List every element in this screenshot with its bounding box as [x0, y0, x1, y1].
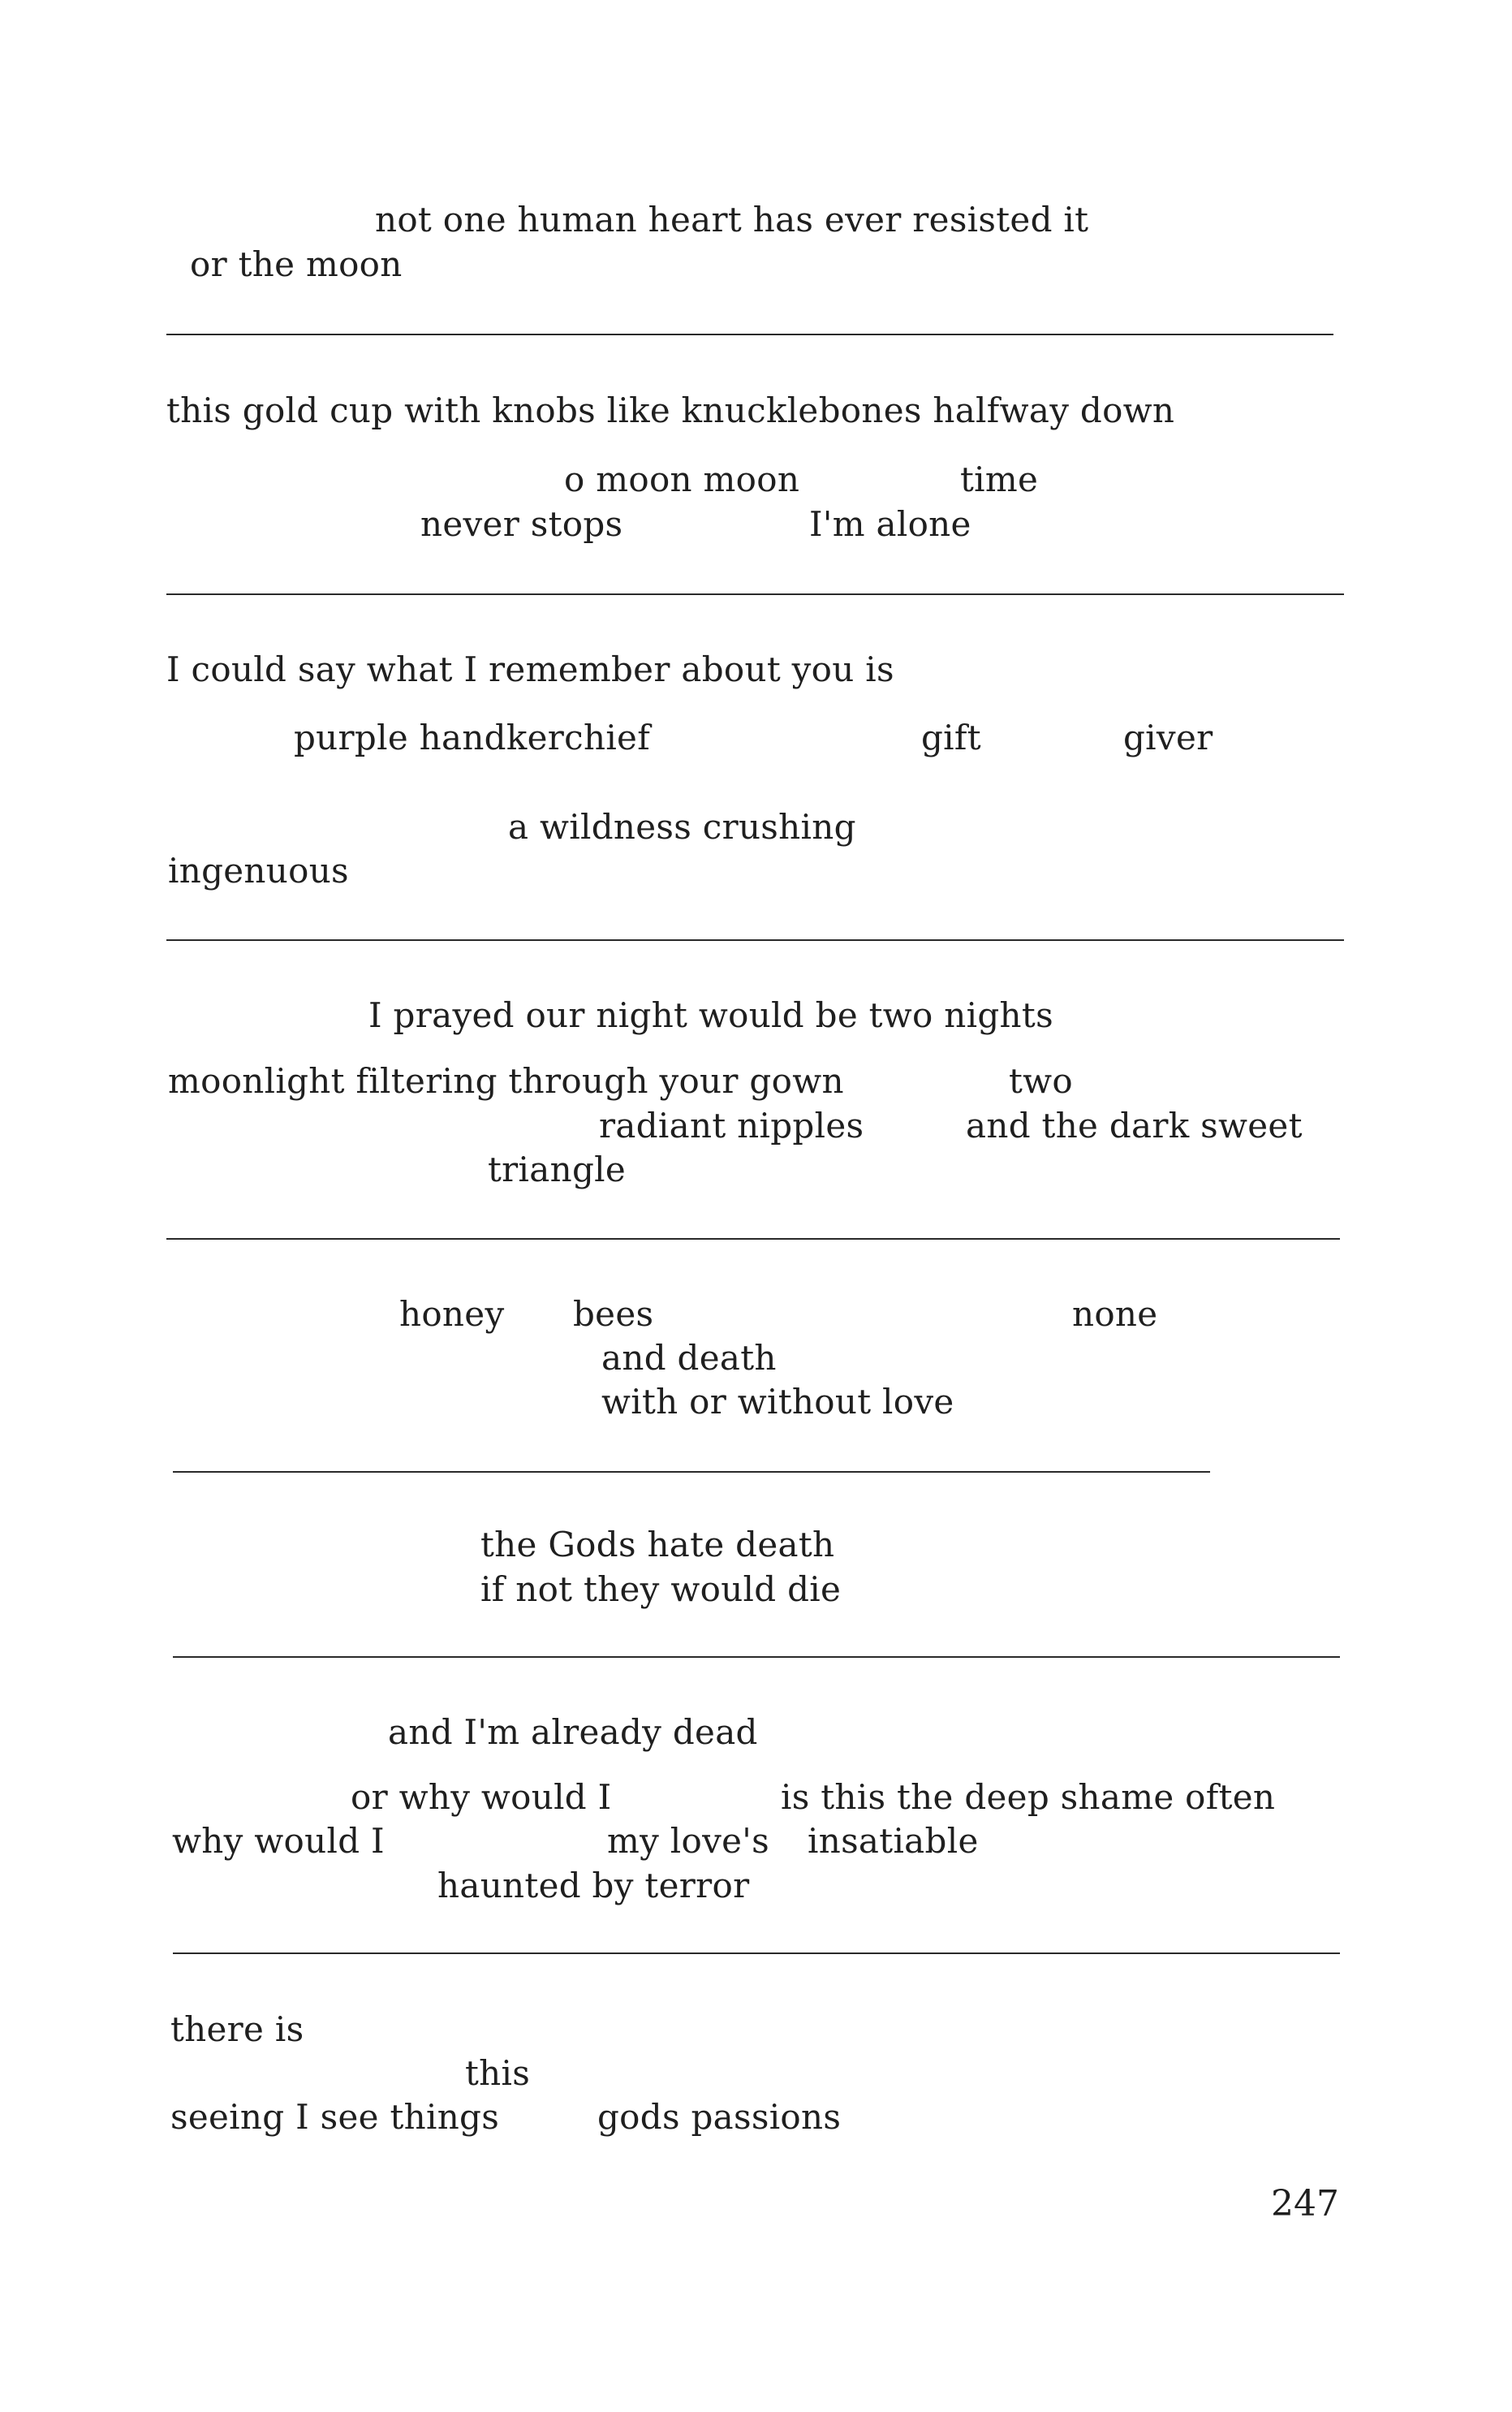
poem-line: haunted by terror	[437, 1866, 750, 1905]
section-divider	[166, 593, 1344, 595]
poem-line: and the dark sweet	[966, 1106, 1303, 1146]
poem-line: there is	[170, 2009, 304, 2049]
poem-line: not one human heart has ever resisted it	[375, 200, 1089, 239]
poem-line: gift	[921, 718, 981, 757]
poem-line: I prayed our night would be two nights	[368, 995, 1053, 1035]
poem-line: honey	[399, 1294, 505, 1334]
poem-line: with or without love	[601, 1382, 954, 1422]
poem-line: ingenuous	[168, 851, 349, 891]
poem-line: seeing I see things	[170, 2097, 500, 2137]
poem-line: gods passions	[597, 2097, 842, 2137]
poem-line: the Gods hate death	[480, 1525, 835, 1564]
section-divider	[166, 1238, 1340, 1240]
page-number: 247	[1271, 2183, 1339, 2224]
section-divider	[166, 939, 1344, 941]
poem-line: or why would I	[351, 1777, 612, 1817]
section-divider	[173, 1471, 1210, 1473]
poem-line: triangle	[488, 1150, 627, 1189]
poem-line: I could say what I remember about you is	[166, 649, 894, 689]
poem-line: I'm alone	[809, 504, 971, 544]
poem-line: my love's	[607, 1821, 770, 1861]
section-divider	[173, 1952, 1340, 1954]
poem-line: this gold cup with knobs like knucklebones halfway down	[166, 390, 1175, 430]
poem-line: why would I	[172, 1821, 385, 1861]
poem-line: a wildness crushing	[508, 807, 856, 847]
poem-line: this	[465, 2053, 531, 2093]
poem-line: or the moon	[190, 244, 403, 284]
poem-line: giver	[1123, 718, 1213, 757]
poem-line: insatiable	[808, 1821, 979, 1861]
poem-line: and death	[601, 1338, 777, 1378]
poem-line: radiant nipples	[599, 1106, 864, 1146]
poem-line: never stops	[420, 504, 623, 544]
poem-line: if not they would die	[480, 1569, 842, 1609]
poem-line: two	[1009, 1061, 1074, 1101]
poem-line: and I'm already dead	[388, 1712, 758, 1752]
poem-line: moonlight filtering through your gown	[168, 1061, 844, 1101]
poem-line: time	[960, 460, 1039, 499]
poem-line: o moon moon	[564, 460, 800, 499]
poem-line: purple handkerchief	[294, 718, 651, 757]
section-divider	[173, 1656, 1340, 1658]
poem-line: is this the deep shame often	[781, 1777, 1276, 1817]
poem-line: none	[1072, 1294, 1158, 1334]
poem-line: bees	[573, 1294, 654, 1334]
section-divider	[166, 334, 1333, 335]
